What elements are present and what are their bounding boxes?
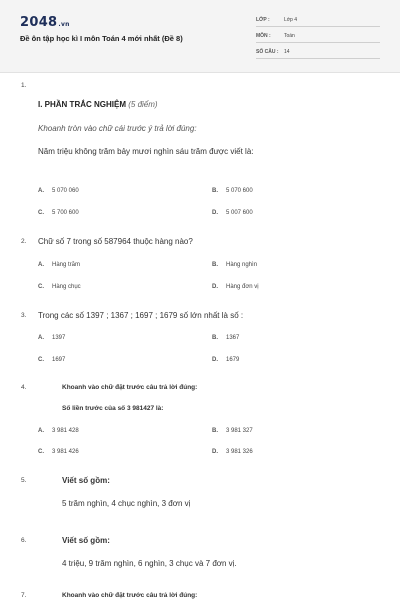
option-c[interactable]: C. 1697: [38, 357, 66, 363]
question-text: 5 trăm nghìn, 4 chục nghìn, 3 đơn vị: [62, 499, 191, 508]
page-header: [0, 0, 400, 73]
option-b[interactable]: B. 3 981 327: [212, 428, 253, 434]
question-text: Năm triệu không trăm bảy mươi nghìn sáu trăm được viết là:: [38, 147, 254, 156]
question-number: 7.: [21, 592, 27, 599]
question-number: 6.: [21, 537, 27, 544]
question-text: Số liền trước của số 3 981427 là:: [62, 405, 164, 412]
option-c[interactable]: C. 5 700 600: [38, 210, 79, 216]
option-d[interactable]: D. 5 007 600: [212, 210, 253, 216]
section-title: I. PHẦN TRẮC NGHIỆM: [38, 100, 126, 109]
meta-count: [256, 46, 380, 59]
instruction-text: Khoanh vào chữ đặt trước câu trả lời đúng:: [62, 384, 198, 391]
section-note: (5 điểm): [128, 100, 158, 109]
option-b[interactable]: B. 5 070 600: [212, 188, 253, 194]
question-number: 5.: [21, 477, 27, 484]
meta-count-value: 14: [284, 49, 290, 55]
logo-suffix: .vn: [58, 21, 70, 28]
question-text: Chữ số 7 trong số 587964 thuộc hàng nào?: [38, 237, 193, 246]
question-text: Trong các số 1397 ; 1367 ; 1697 ; 1679 số lớn nhất là số :: [38, 311, 244, 320]
meta-class: [256, 14, 380, 27]
question-number: 3.: [21, 312, 27, 319]
meta-subject: [256, 30, 380, 43]
option-b[interactable]: B. 1367: [212, 335, 240, 341]
section-heading: [38, 100, 158, 109]
option-a[interactable]: A. 1397: [38, 335, 66, 341]
meta-count-label: SỐ CÂU :: [256, 49, 279, 55]
option-c[interactable]: C. Hàng chục: [38, 284, 81, 290]
option-d[interactable]: D. 1679: [212, 357, 240, 363]
site-logo[interactable]: [20, 15, 70, 30]
instruction-text: Khoanh tròn vào chữ cái trước ý trả lời đúng:: [38, 124, 197, 133]
question-text: 4 triệu, 9 trăm nghìn, 6 nghìn, 3 chục và 7 đơn vị.: [62, 559, 237, 568]
meta-subject-label: MÔN :: [256, 33, 271, 39]
question-heading: Viết số gồm:: [62, 476, 110, 485]
option-d[interactable]: D. Hàng đơn vị: [212, 284, 259, 290]
option-a[interactable]: A. Hàng trăm: [38, 262, 81, 268]
question-number: 1.: [21, 82, 27, 89]
logo-text: 2048: [20, 15, 58, 30]
question-number: 2.: [21, 238, 27, 245]
option-b[interactable]: B. Hàng nghìn: [212, 262, 258, 268]
meta-class-value: Lớp 4: [284, 17, 298, 23]
option-a[interactable]: A. 5 070 060: [38, 188, 79, 194]
question-heading: Viết số gồm:: [62, 536, 110, 545]
exam-title: Đề ôn tập học kì I môn Toán 4 mới nhất (Đề 8): [20, 34, 183, 43]
meta-subject-value: Toán: [284, 33, 295, 39]
option-d[interactable]: D. 3 981 326: [212, 449, 253, 455]
option-c[interactable]: C. 3 981 426: [38, 449, 79, 455]
question-number: 4.: [21, 384, 27, 391]
meta-class-label: LỚP :: [256, 17, 270, 23]
option-a[interactable]: A. 3 981 428: [38, 428, 79, 434]
instruction-text: Khoanh vào chữ đặt trước câu trả lời đúng:: [62, 592, 198, 599]
